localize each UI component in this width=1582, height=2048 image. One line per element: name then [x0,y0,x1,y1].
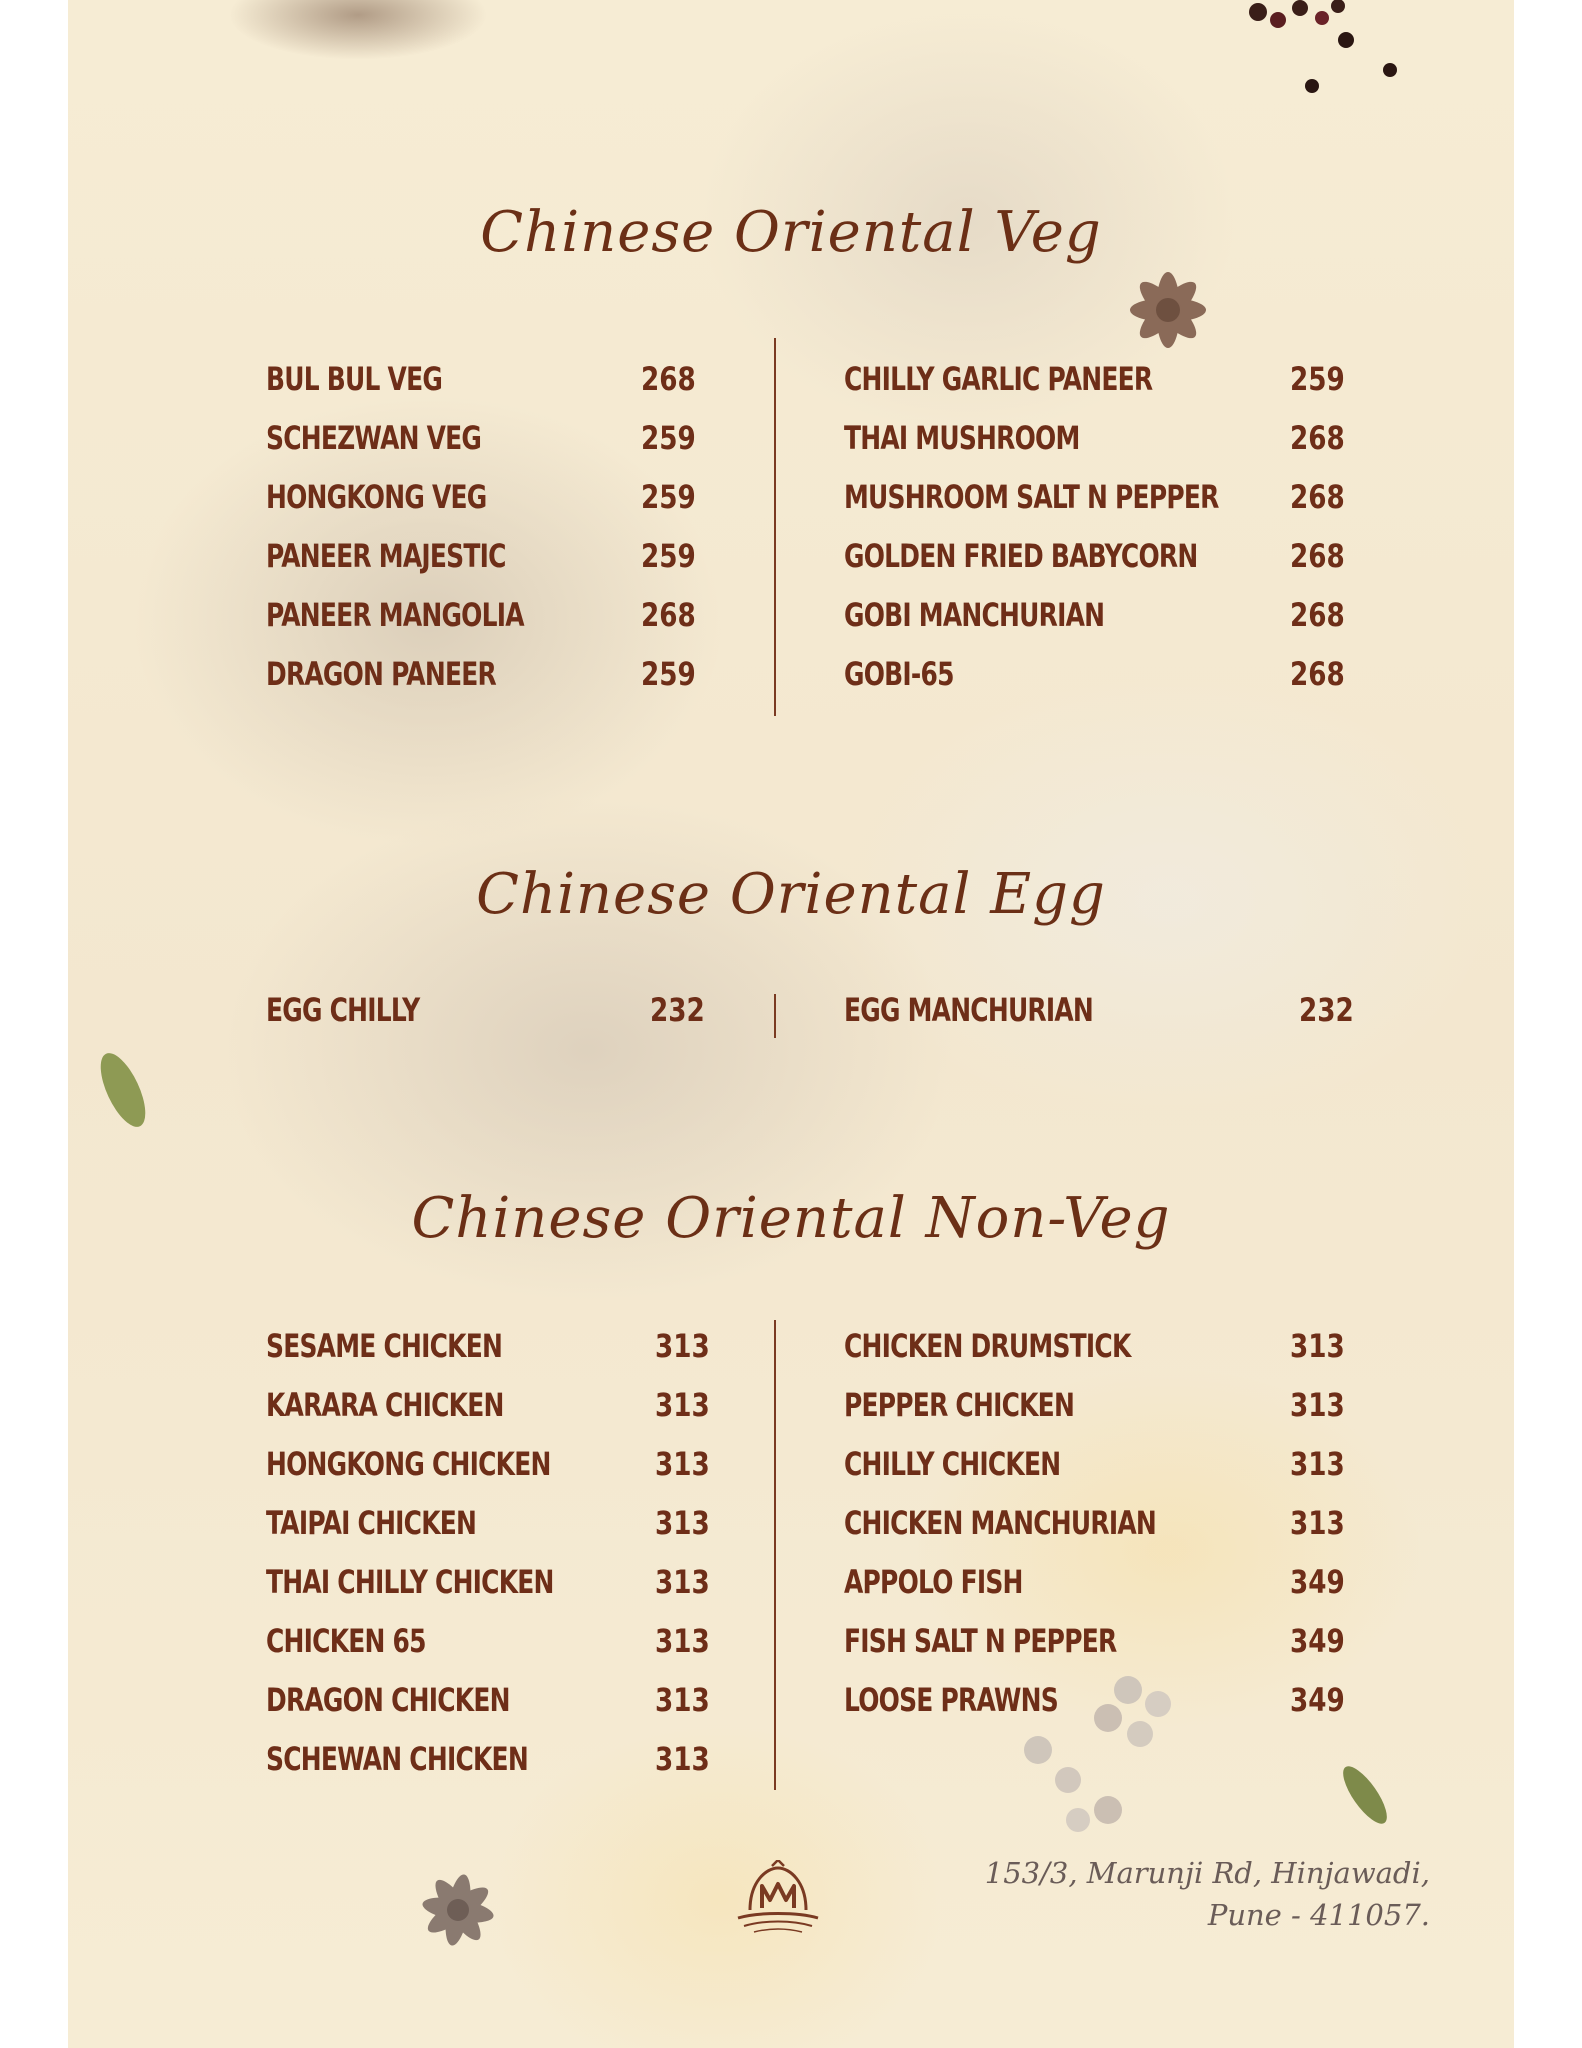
column-divider [774,1320,776,1790]
menu-item-price: 268 [1290,537,1345,575]
section-title-non-veg: Chinese Oriental Non-Veg [411,1186,1171,1251]
address-line-1: 153/3, Marunji Rd, Hinjawadi, [984,1856,1430,1890]
column-divider [774,994,776,1038]
menu-item-name: LOOSE PRAWNS [844,1681,1058,1719]
menu-item-name: HONGKONG CHICKEN [266,1445,551,1483]
menu-item-price: 313 [655,1386,710,1424]
cardamom-decoration [88,1040,158,1140]
menu-item-name: CHICKEN MANCHURIAN [844,1504,1156,1542]
menu-item-price: 313 [655,1563,710,1601]
menu-item-name: CHICKEN 65 [266,1622,426,1660]
cardamom-decoration [1330,1750,1400,1840]
menu-page [68,0,1514,2048]
menu-item-price: 313 [655,1622,710,1660]
menu-item-price: 313 [655,1445,710,1483]
menu-item-price: 268 [1290,655,1345,693]
menu-item-price: 268 [1290,596,1345,634]
menu-item-price: 268 [1290,419,1345,457]
menu-item-price: 313 [1290,1386,1345,1424]
menu-item-name: EGG CHILLY [266,991,420,1029]
menu-item-name: THAI CHILLY CHICKEN [266,1563,554,1601]
menu-item-price: 313 [655,1740,710,1778]
menu-item-name: TAIPAI CHICKEN [266,1504,477,1542]
menu-item-name: CHILLY GARLIC PANEER [844,360,1153,398]
menu-item-name: DRAGON PANEER [266,655,496,693]
restaurant-logo [728,1860,828,1940]
menu-item-name: DRAGON CHICKEN [266,1681,510,1719]
menu-item-name: PANEER MANGOLIA [266,596,524,634]
menu-item-price: 259 [641,655,696,693]
menu-item-price: 313 [1290,1445,1345,1483]
menu-item-price: 232 [1299,991,1354,1029]
menu-item-price: 313 [655,1504,710,1542]
menu-item-price: 259 [641,537,696,575]
menu-item-name: GOBI MANCHURIAN [844,596,1105,634]
menu-item-price: 268 [641,596,696,634]
menu-item-price: 232 [650,991,705,1029]
star-anise-decoration [1108,250,1228,370]
menu-item-price: 259 [641,478,696,516]
menu-item-price: 259 [1290,360,1345,398]
section-title-veg: Chinese Oriental Veg [480,200,1102,265]
peppercorns-decoration [1238,0,1438,110]
menu-item-name: FISH SALT N PEPPER [844,1622,1117,1660]
menu-item-name: EGG MANCHURIAN [844,991,1094,1029]
menu-item-name: KARARA CHICKEN [266,1386,504,1424]
menu-item-name: CHILLY CHICKEN [844,1445,1061,1483]
menu-item-name: GOBI-65 [844,655,954,693]
star-anise-decoration [398,1850,518,1970]
address-line-2: Pune - 411057. [1207,1898,1430,1932]
menu-item-price: 259 [641,419,696,457]
menu-item-price: 313 [1290,1504,1345,1542]
menu-item-price: 349 [1290,1563,1345,1601]
menu-item-name: SCHEWAN CHICKEN [266,1740,528,1778]
menu-item-price: 349 [1290,1681,1345,1719]
section-title-egg: Chinese Oriental Egg [476,862,1106,927]
menu-item-name: SCHEZWAN VEG [266,419,482,457]
menu-item-name: SESAME CHICKEN [266,1327,503,1365]
spice-powder-decoration [228,0,488,60]
menu-item-name: THAI MUSHROOM [844,419,1080,457]
menu-item-name: BUL BUL VEG [266,360,443,398]
menu-item-name: PANEER MAJESTIC [266,537,506,575]
menu-item-name: APPOLO FISH [844,1563,1023,1601]
menu-item-price: 313 [1290,1327,1345,1365]
menu-item-price: 268 [1290,478,1345,516]
column-divider [774,338,776,716]
menu-item-name: GOLDEN FRIED BABYCORN [844,537,1198,575]
menu-item-price: 268 [641,360,696,398]
menu-item-price: 349 [1290,1622,1345,1660]
menu-item-name: CHICKEN DRUMSTICK [844,1327,1131,1365]
menu-item-name: HONGKONG VEG [266,478,487,516]
menu-item-name: MUSHROOM SALT N PEPPER [844,478,1219,516]
menu-item-name: PEPPER CHICKEN [844,1386,1075,1424]
restaurant-address [985,1852,1430,1936]
menu-item-price: 313 [655,1327,710,1365]
menu-item-price: 313 [655,1681,710,1719]
